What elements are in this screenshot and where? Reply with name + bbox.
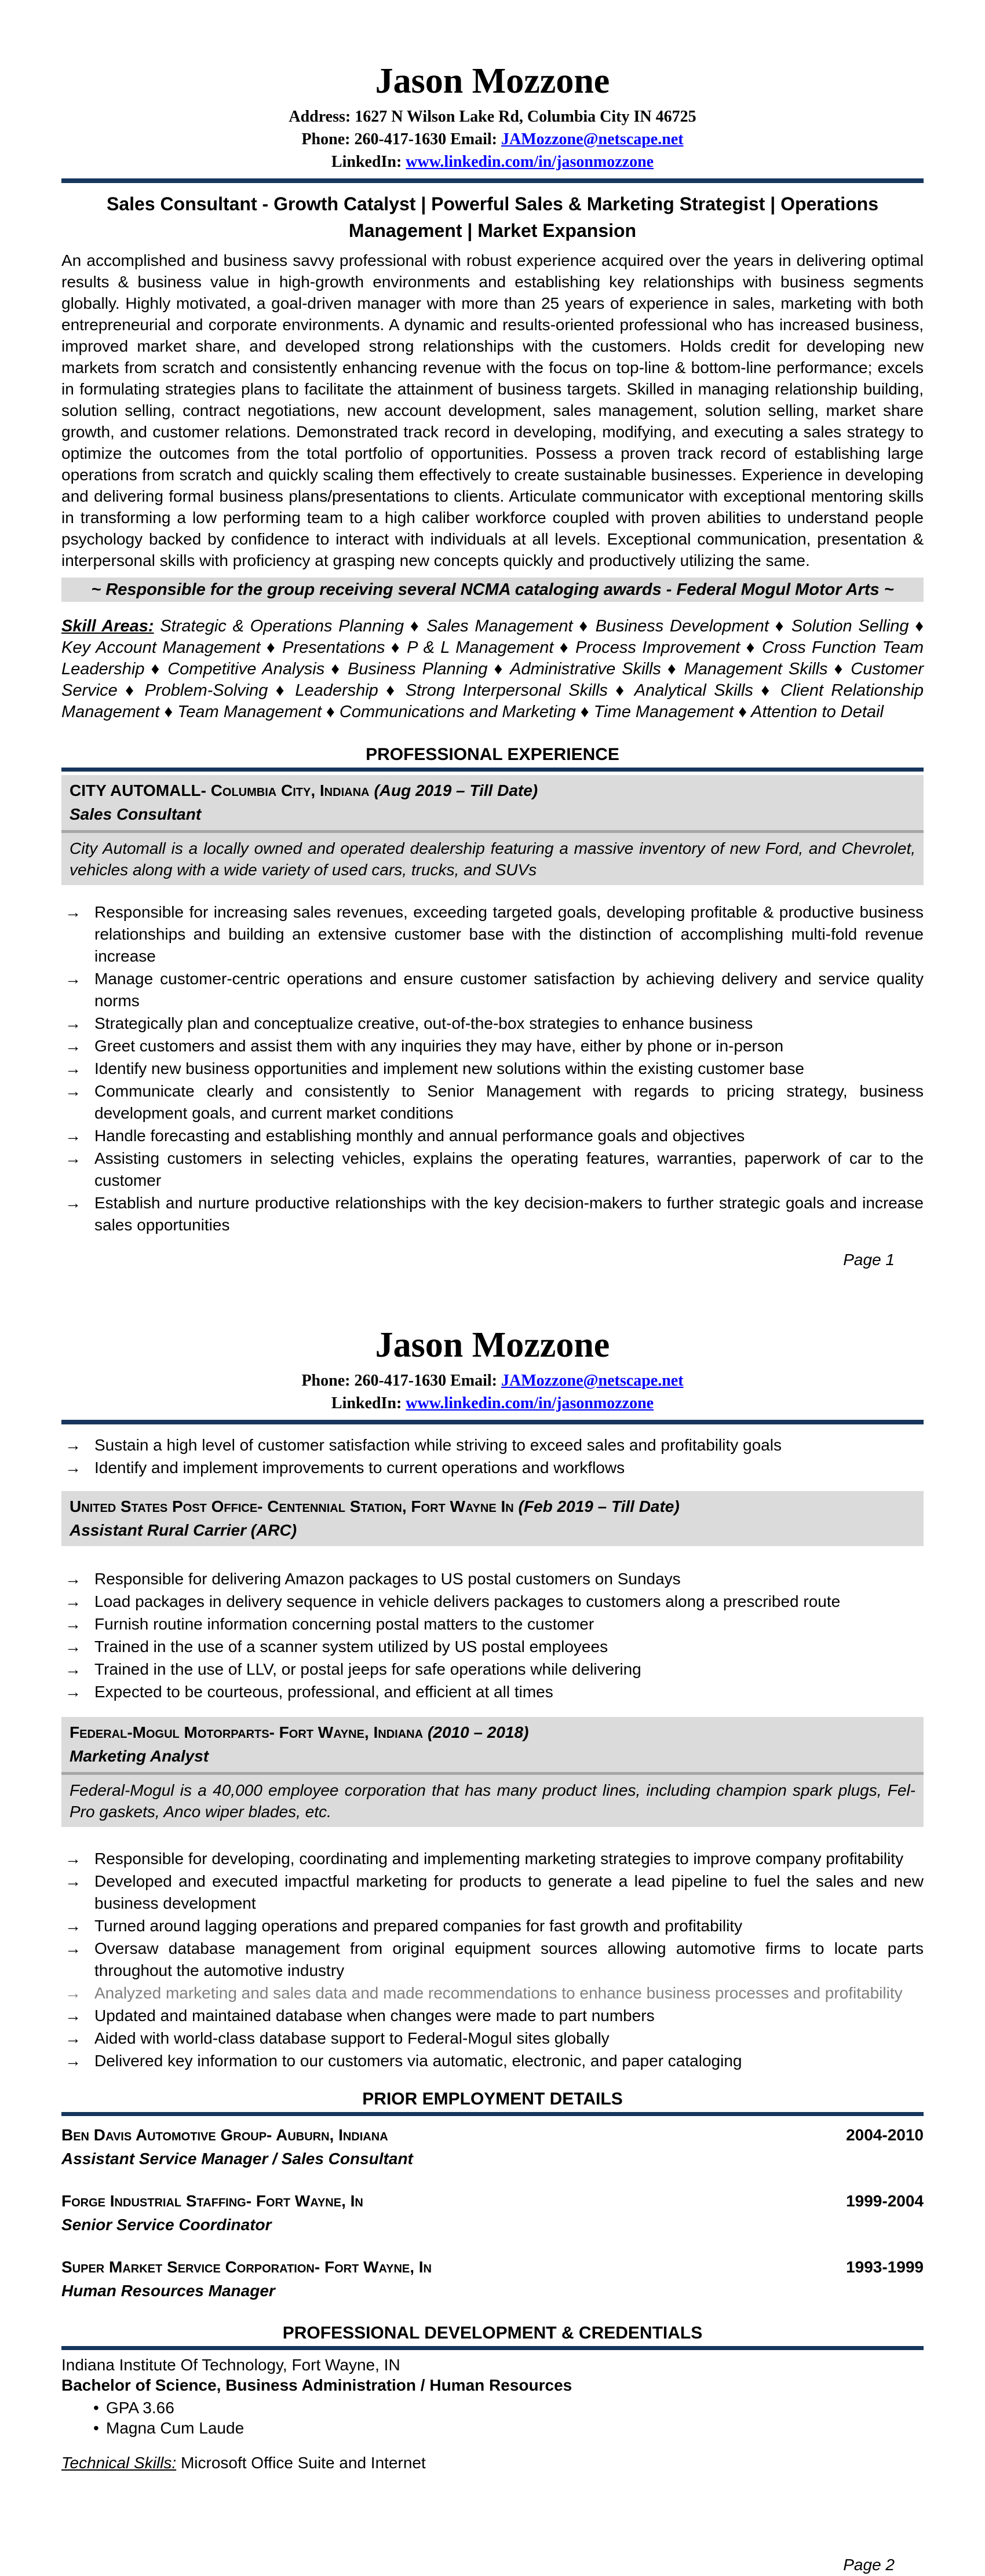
skill-areas-list: [61, 617, 924, 721]
bullet-text: Identify new business opportunities and implement new solutions within the existing customer base: [94, 1059, 804, 1077]
phone-email-line: [61, 1369, 924, 1392]
headline: Sales Consultant - Growth Catalyst | Powerful Sales & Marketing Strategist | Operations Management | Market Expansion: [107, 193, 878, 241]
email-link[interactable]: JAMozzone@netscape.net: [501, 130, 684, 148]
prior-dates: 1999-2004: [846, 2192, 924, 2210]
job-divider: [61, 830, 924, 833]
bullet-text: Handle forecasting and establishing monthly and annual performance goals and objectives: [94, 1127, 745, 1145]
prior-company: Super Market Service Corporation- Fort Wayne, In: [61, 2258, 432, 2276]
job-title-line: [70, 1496, 915, 1518]
bullet-item: [61, 1938, 924, 1982]
job-company: Federal-Mogul Motorparts- Fort Wayne, Indiana: [70, 1723, 424, 1741]
bullet-text: Expected to be courteous, professional, and efficient at all times: [94, 1683, 553, 1701]
header-divider: [61, 1420, 924, 1424]
skill-item: Business Development ♦: [596, 617, 791, 635]
bullet-item: [61, 1848, 924, 1870]
education-degree: Bachelor of Science, Business Administration / Human Resources: [61, 2376, 572, 2394]
job-title-line: [70, 780, 915, 802]
prior-employment-title-line: [61, 2190, 924, 2212]
bullet-item: [61, 1125, 924, 1147]
bullet-text: Responsible for delivering Amazon packages to US postal customers on Sundays: [94, 1570, 681, 1588]
skill-item: Key Account Management ♦: [61, 638, 282, 657]
prior-employment-title-line: [61, 2124, 924, 2146]
bullet-item: [61, 2050, 924, 2072]
skill-areas: [61, 616, 924, 723]
linkedin-link[interactable]: www.linkedin.com/in/jasonmozzone: [406, 1394, 654, 1412]
linkedin-line: [61, 151, 924, 173]
job-company: United States Post Office- Centennial Station, Fort Wayne In: [70, 1497, 514, 1515]
skill-item: Leadership ♦: [295, 681, 405, 700]
prior-role: Human Resources Manager: [61, 2282, 275, 2300]
bullet-text: Strategically plan and conceptualize creative, out-of-the-box strategies to enhance business: [94, 1014, 753, 1032]
bullet-item: [61, 1915, 924, 1937]
technical-skills-label: Technical Skills:: [61, 2454, 177, 2472]
skill-item: Customer Service ♦: [61, 660, 924, 700]
skill-item: Management Skills ♦: [684, 660, 851, 678]
bullet-text: Analyzed marketing and sales data and made recommendations to enhance business processes and profitability: [94, 1984, 903, 2002]
skill-item: Client Relationship Management ♦: [61, 681, 924, 721]
header-divider: [61, 178, 924, 183]
linkedin-label: LinkedIn:: [331, 1394, 402, 1412]
bullet-text: Furnish routine information concerning postal matters to the customer: [94, 1615, 594, 1633]
page-number: Page 2: [843, 2556, 895, 2574]
city-automall-bullets: [61, 901, 924, 1236]
bullet-item: [61, 1591, 924, 1613]
prior-employment-entry: [61, 2124, 924, 2170]
bullet-item: [61, 2418, 924, 2438]
prior-dates: 2004-2010: [846, 2126, 924, 2144]
bullet-item: [61, 1658, 924, 1680]
page-2: [61, 1325, 924, 2576]
job-role: Assistant Rural Carrier (ARC): [70, 1521, 297, 1539]
education-school: Indiana Institute Of Technology, Fort Wayne, IN: [61, 2356, 400, 2374]
phone-email-line: [61, 128, 924, 151]
bullet-text: Responsible for increasing sales revenues, exceeding targeted goals, developing profitable & productive business relationships and building an extensive customer base with the distinction of accomplishing multi-fold revenue increase: [94, 903, 924, 965]
prior-role: Senior Service Coordinator: [61, 2216, 272, 2234]
bullet-item: [61, 1613, 924, 1635]
bullet-item: [61, 1457, 924, 1479]
bullet-text: Oversaw database management from original equipment sources allowing automotive firms to locate parts throughout the automotive industry: [94, 1939, 924, 1979]
bullet-text: Responsible for developing, coordinating and implementing marketing strategies to improve company profitability: [94, 1850, 904, 1868]
skill-item: Strong Interpersonal Skills ♦: [406, 681, 634, 700]
job-description: City Automall is a locally owned and operated dealership featuring a massive inventory of new Ford, and Chevrolet, vehicles along with a wide variety of used cars, trucks, and SUVs: [70, 839, 915, 879]
linkedin-label: LinkedIn:: [331, 153, 402, 171]
bullet-text: Identify and implement improvements to current operations and workflows: [94, 1459, 625, 1477]
city-automall-continued-bullets: [61, 1434, 924, 1479]
job-company: CITY AUTOMALL- Columbia City, Indiana: [70, 781, 370, 799]
prior-role: Assistant Service Manager / Sales Consultant: [61, 2150, 413, 2168]
bullet-text: Turned around lagging operations and prepared companies for fast growth and profitability: [94, 1917, 743, 1935]
skill-item: Solution Selling ♦: [791, 617, 924, 635]
bullet-text: Trained in the use of LLV, or postal jeeps for safe operations while delivering: [94, 1660, 641, 1678]
section-title-professional-experience: PROFESSIONAL EXPERIENCE: [366, 745, 619, 764]
phone-value: 260-417-1630: [354, 130, 447, 148]
phone-label: Phone:: [301, 130, 351, 148]
contact-block: [61, 105, 924, 173]
bullet-text: Trained in the use of a scanner system utilized by US postal employees: [94, 1638, 608, 1656]
skill-item: Time Management ♦: [594, 703, 751, 721]
prior-employment-entry: [61, 2190, 924, 2236]
skill-item: Problem-Solving ♦: [145, 681, 296, 700]
page-title: Jason Mozzone: [375, 61, 610, 101]
section-divider: [61, 768, 924, 772]
bullet-item: [61, 1434, 924, 1456]
education-bullets: [61, 2398, 924, 2438]
linkedin-line: [61, 1392, 924, 1415]
job-divider: [61, 1772, 924, 1775]
bullet-item: [61, 1192, 924, 1236]
bullet-text: Load packages in delivery sequence in vehicle delivers packages to customers along a prescribed route: [94, 1592, 841, 1610]
bullet-item: [61, 1148, 924, 1192]
award-highlight: ~ Responsible for the group receiving several NCMA cataloging awards - Federal Mogul Motor Arts ~: [61, 578, 924, 602]
skill-item: Business Planning ♦: [348, 660, 510, 678]
bullet-text: Assisting customers in selecting vehicles, explains the operating features, warranties, paperwork of car to the customer: [94, 1149, 924, 1189]
bullet-text: Manage customer-centric operations and ensure customer satisfaction by achieving delivery and service quality norms: [94, 970, 924, 1010]
job-description: Federal-Mogul is a 40,000 employee corporation that has many product lines, including champion spark plugs, Fel-Pro gaskets, Anco wiper blades, etc.: [70, 1781, 915, 1821]
bullet-item: [61, 2027, 924, 2049]
bullet-item: [61, 968, 924, 1012]
bullet-item: [61, 901, 924, 967]
section-title-prior-employment: PRIOR EMPLOYMENT DETAILS: [362, 2089, 623, 2109]
job-dates: (Aug 2019 – Till Date): [374, 781, 538, 799]
skill-item: P & L Management ♦: [407, 638, 575, 657]
page-number: Page 1: [843, 1251, 895, 1269]
prior-employment-entry: [61, 2256, 924, 2302]
bullet-item: [61, 1080, 924, 1124]
post-office-bullets: [61, 1568, 924, 1703]
skill-item: Competitive Analysis ♦: [167, 660, 348, 678]
bullet-item: [61, 1681, 924, 1703]
email-label: Email:: [450, 1372, 497, 1390]
section-divider: [61, 2346, 924, 2350]
bullet-item: [61, 1982, 924, 2004]
skill-item: Presentations ♦: [282, 638, 407, 657]
skill-areas-label: Skill Areas:: [61, 617, 154, 635]
section-title-professional-development: PROFESSIONAL DEVELOPMENT & CREDENTIALS: [282, 2323, 703, 2343]
job-dates: (2010 – 2018): [428, 1723, 529, 1741]
skill-item: Strategic & Operations Planning ♦: [160, 617, 426, 635]
job-role: Sales Consultant: [70, 805, 202, 823]
skill-item: Cross Function Team Leadership ♦: [61, 638, 924, 678]
bullet-text: Delivered key information to our customers via automatic, electronic, and paper cataloging: [94, 2052, 742, 2070]
job-dates: (Feb 2019 – Till Date): [518, 1497, 680, 1515]
address-line: [61, 105, 924, 128]
bullet-text: Establish and nurture productive relationships with the key decision-makers to further strategic goals and increase sales opportunities: [94, 1194, 924, 1234]
prior-company: Forge Industrial Staffing- Fort Wayne, In: [61, 2192, 363, 2210]
email-link[interactable]: JAMozzone@netscape.net: [501, 1372, 684, 1390]
bullet-item: [61, 1568, 924, 1590]
bullet-text: Greet customers and assist them with any inquiries they may have, either by phone or in-person: [94, 1037, 784, 1055]
bullet-item: [61, 1058, 924, 1080]
bullet-item: [61, 1035, 924, 1057]
address-value: 1627 N Wilson Lake Rd, Columbia City IN 46725: [355, 108, 696, 126]
bullet-text: Updated and maintained database when changes were made to part numbers: [94, 2007, 655, 2025]
bullet-text: Aided with world-class database support to Federal-Mogul sites globally: [94, 2029, 610, 2047]
address-label: Address:: [289, 108, 351, 126]
bullet-text: GPA 3.66: [106, 2399, 174, 2417]
job-title-line: [70, 1722, 915, 1744]
bullet-item: [61, 1870, 924, 1914]
job-header-post-office: [61, 1491, 924, 1546]
bullet-text: Communicate clearly and consistently to Senior Management with regards to pricing strategy, business development goals, and current market conditions: [94, 1082, 924, 1122]
bullet-item: [61, 1636, 924, 1658]
skill-item: Communications and Marketing ♦: [340, 703, 594, 721]
bullet-text: Developed and executed impactful marketing for products to generate a lead pipeline to fuel the sales and new business development: [94, 1872, 924, 1912]
bullet-item: [61, 2398, 924, 2418]
federal-mogul-bullets: [61, 1848, 924, 2072]
section-divider: [61, 2112, 924, 2116]
skill-item: Process Improvement ♦: [575, 638, 762, 657]
page-1: [61, 0, 924, 1271]
email-label: Email:: [450, 130, 497, 148]
prior-company: Ben Davis Automotive Group- Auburn, Indiana: [61, 2126, 388, 2144]
contact-block: [61, 1369, 924, 1415]
bullet-text: Magna Cum Laude: [106, 2419, 245, 2437]
prior-employment-title-line: [61, 2256, 924, 2278]
skill-item: Analytical Skills ♦: [634, 681, 780, 700]
bullet-text: Sustain a high level of customer satisfaction while striving to exceed sales and profitability goals: [94, 1436, 782, 1454]
skill-item: Administrative Skills ♦: [510, 660, 684, 678]
summary-paragraph: An accomplished and business savvy professional with robust experience acquired over the years in delivering optimal results & business value in high-growth environments and establishing key relationships with business segments globally. Highly motivated, a goal-driven manager with more than 25 years of experience in sales, marketing with both entrepreneurial and corporate environments. A dynamic and results-oriented professional who has increased business, improved market share, and developed strong relationships with the customers. Holds credit for developing new markets from scratch and consistently enhancing revenue with the focus on top-line & bottom-line performance; excels in formulating strategies plans to facilitate the attainment of business targets. Skilled in managing relationship building, solution selling, contract negotiations, new account development, sales management, solution selling, market share growth, and customer relations. Demonstrated track record in developing, modifying, and executing a sales strategy to optimize the outcomes from the total portfolio of opportunities. Possess a proven track record of establishing large operations from scratch and quickly scaling them effectively to create sustainable businesses. Experience in developing and delivering formal business plans/presentations to clients. Articulate communicator with exceptional mentoring skills in transforming a low performing team to a high caliber workforce coupled with proven abilities to understand people psychology backed by confidence to interact with individuals at all levels. Exceptional communication, presentation & interpersonal skills with proficiency at grasping new concepts quickly and productively utilizing the same.: [61, 251, 924, 569]
technical-skills-line: [61, 2452, 924, 2474]
linkedin-link[interactable]: www.linkedin.com/in/jasonmozzone: [406, 153, 654, 171]
technical-skills-value: Microsoft Office Suite and Internet: [176, 2454, 426, 2472]
bullet-item: [61, 2005, 924, 2027]
job-header-city-automall: [61, 775, 924, 885]
job-role: Marketing Analyst: [70, 1747, 209, 1765]
phone-label: Phone:: [301, 1372, 351, 1390]
phone-value: 260-417-1630: [354, 1372, 447, 1390]
prior-employment-list: [61, 2124, 924, 2302]
page-title: Jason Mozzone: [375, 1325, 610, 1365]
bullet-item: [61, 1013, 924, 1035]
skill-item: Sales Management ♦: [426, 617, 596, 635]
skill-item: Attention to Detail: [751, 703, 884, 721]
skill-item: Team Management ♦: [177, 703, 340, 721]
job-header-federal-mogul: [61, 1717, 924, 1827]
prior-dates: 1993-1999: [846, 2258, 924, 2276]
